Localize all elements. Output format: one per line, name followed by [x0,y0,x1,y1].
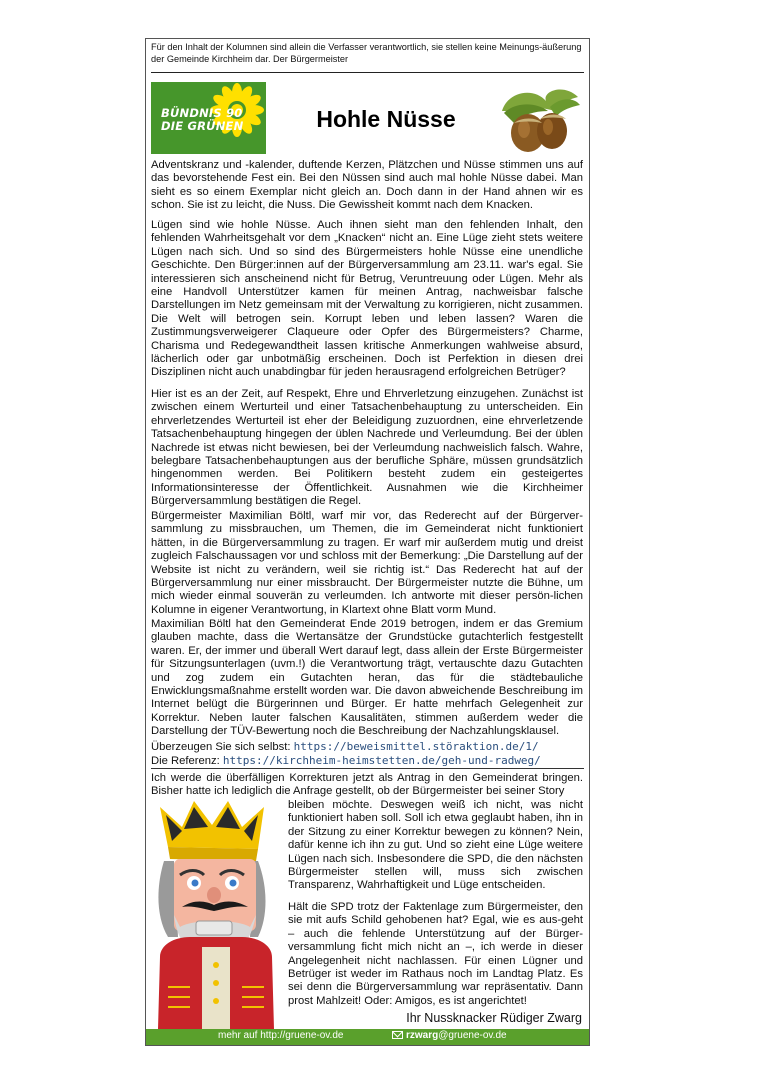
website-link[interactable]: mehr auf http://gruene-ov.de [218,1030,344,1041]
author-signature: Ihr Nussknacker Rüdiger Zwarg [406,1011,582,1025]
paragraph-korrekturen: Ich werde die überfälligen Korrekturen jetzt als Antrag in den Gemeinderat bringen. Bisher hatte ich lediglich die Anfrage gestellt, ob der Bürgermeister bei seiner Story [151,772,583,798]
paragraph-intro: Adventskranz und -kalender, duftende Kerzen, Plätzchen und Nüsse stimmen uns auf das bevorstehende Fest ein. Bei den Nüssen sind auch mal hohle Nüsse dabei. Man sieht es so einem Exemplar nicht gleich an. Doch dann in der Hand ahnen wir es schon. Sie ist zu leicht, die Nuss. Die Gewissheit kommt nach dem Knacken. [151,159,583,212]
paragraph-rederecht: Bürgermeister Maximilian Böltl, warf mir vor, das Rederecht auf der Bürgerver-sammlung zu missbrauchen, um Themen, die im Gemeinderat nicht funktioniert hätten, in die Bürgerversammlung zu tragen. Er warf mir außerdem mutig und dreist zugleich Falschaussagen vor und schloss mit der Bemerkung: „Die Darstellung auf der Website ist nicht zu verändern, weil sie richtig ist.“ Das Rederecht hat auf der Bürgerversammlung nur einer missbraucht. Der Bürgermeister nutzte die Bühne, um mich wieder einmal souverän zu verleumden. Ich antworte mit dieser persön-lichen Kolumne in eigener Verantwortung, in Klartext ohne Blatt vorm Mund. [151,510,583,616]
beweismittel-link[interactable]: https://beweismittel.störaktion.de/1/ [293,740,539,753]
email-user: rzwarg [406,1030,439,1041]
link-label-2: Die Referenz: [151,755,220,767]
paragraph-spd: Hält die SPD trotz der Faktenlage zum Bürgermeister, den sie mit aufs Schild gehobenen hat? Egal, wie es aus-geht – auch die fehlende Unterstützung auf der Bürger-versammlung ficht mich nicht an –, ich werde in dieser Angelegenheit nicht nachlassen. Für einen Lügner und Betrüger ist weder im Rathaus noch im Landtag Platz. Es sei denn die Bürgerversammlung war repräsentativ. Dann prost Mahlzeit! Oder: Amigos, es ist angerichtet! [288,901,583,1007]
nutcracker-image [154,797,279,1029]
footer-bar [146,1029,589,1045]
link-row-1 [151,740,583,754]
logo-text-line-1: BÜNDNIS 90 [161,106,243,120]
paragraph-gemeinderat: Maximilian Böltl hat den Gemeinderat Ende 2019 betrogen, indem er das Gremium glauben machte, dass die Wertansätze der Grundstücke gutachterlich festgestellt waren. Er, der immer und überall Wert darauf legt, dass allein der Erste Bürgermeister für Sitzungsunterlagen (uvm.!) die Verantwortung trägt, vertauschte dazu Gutachten und zog zudem ein Gutachten heran, das für die städtebauliche Enwicklungsmaßnahme erstellt worden war. Die davon abweichende Beschreibung im Internet belügt die Bürgerinnen und Bürger. Er hatte mehrfach Gelegenheit zur Korrektur. Neben lauter falschen Kausalitäten, stimmen außerdem weder die Darstellung der TÜV-Bewertung noch die Beschreibung der Nachzahlungsklausel. [151,618,583,738]
reference-links [151,740,583,768]
paragraph-ehre: Hier ist es an der Zeit, auf Respekt, Ehre und Ehrverletzung einzugehen. Zunächst ist zwischen einem Werturteil und einer Tatsachenbehauptung zu unterscheiden. Ein ehrverletzendes Werturteil ist eher der Beleidigung zuzuordnen, eine ehrverletzende Tatsachenbehauptung hingegen der üblen Nachrede und Verleumdung. Bei der üblen Nachrede ist etwas nicht bewiesen, bei der Verleumdung nachweislich falsch. Wahre, belegbare Tatsachenbehauptungen aus der berufliche Sphäre, müssen grundsätzlich hingenommen werden. Bei Politikern besteht zudem ein gesteigertes Informationsinteresse der Öffentlichkeit. Ausnahmen wie die Kirchheimer Bürgerversammlung bestätigen die Regel. [151,388,583,508]
link-label-1: Überzeugen Sie sich selbst: [151,741,291,753]
links-divider [151,768,584,769]
buendnis-gruene-logo [151,82,266,154]
column-page [145,38,590,1046]
header-divider [151,72,584,73]
email-link[interactable] [392,1030,507,1041]
link-row-2 [151,754,583,768]
hazelnuts-image [494,81,584,155]
email-domain: @gruene-ov.de [438,1030,507,1041]
disclaimer-text: Für den Inhalt der Kolumnen sind allein die Verfasser verantwortlich, sie stellen keine Meinungs-äußerung der Gemeinde Kirchheim dar. Der Bürgermeister [151,42,582,64]
paragraph-luegen: Lügen sind wie hohle Nüsse. Auch ihnen sieht man den fehlenden Inhalt, den fehlenden Wahrheitsgehalt vor dem „Knacken“ nicht an. Eine Lüge zieht stets weitere Lügen nach sich. Und so sind des Bürgermeisters hohle Nüsse eine unendliche Geschichte. Den Bürger:innen auf der Bürgerversammlung am 23.11. war's egal. Sie interessieren sich anscheinend nicht für Betrug, Veruntreuung oder Lügen. Mehr als eine Handvoll Unterstützer kamen für meinen Antrag, nachweisbar falsche Darstellungen im Netz gemeinsam mit der Verwaltung zu korrigieren, nicht zusammen. Die Welt will betrogen sein. Korrupt leben und leben lassen? Waren die Zustimmungsverweigerer Claqueure oder Opfer des Bürgermeisters? Charme, Charisma und Redegewandtheit lassen kritische Anmerkungen wahlweise absurd, lächerlich oder gar unbotmäßig erscheinen. Doch ist Perfektion in diesen drei Disziplinen nicht auch unabdingbar für jeden herausragend erfolgreichen Betrüger? [151,219,583,379]
paragraph-story: bleiben möchte. Deswegen weiß ich nicht, was nicht funktioniert haben soll. Soll ich etwa geglaubt haben, ihn in der Sitzung zu einer Korrektur bewegen zu können? Nein, dafür kenne ich ihn zu gut. Und so zieht eine Lüge weitere Lügen nach sich. Insbesondere die SPD, die den nächsten Bürgermeister stellen will, muss sich zwischen Transparenz, Wahrhaftigkeit und Lüge entscheiden. [288,799,583,892]
logo-text-line-2: DIE GRÜNEN [161,119,244,133]
mail-icon [392,1031,403,1039]
column-title: Hohle Nüsse [316,106,456,132]
gemeinde-referenz-link[interactable]: https://kirchheim-heimstetten.de/geh-und-radweg/ [222,754,541,767]
